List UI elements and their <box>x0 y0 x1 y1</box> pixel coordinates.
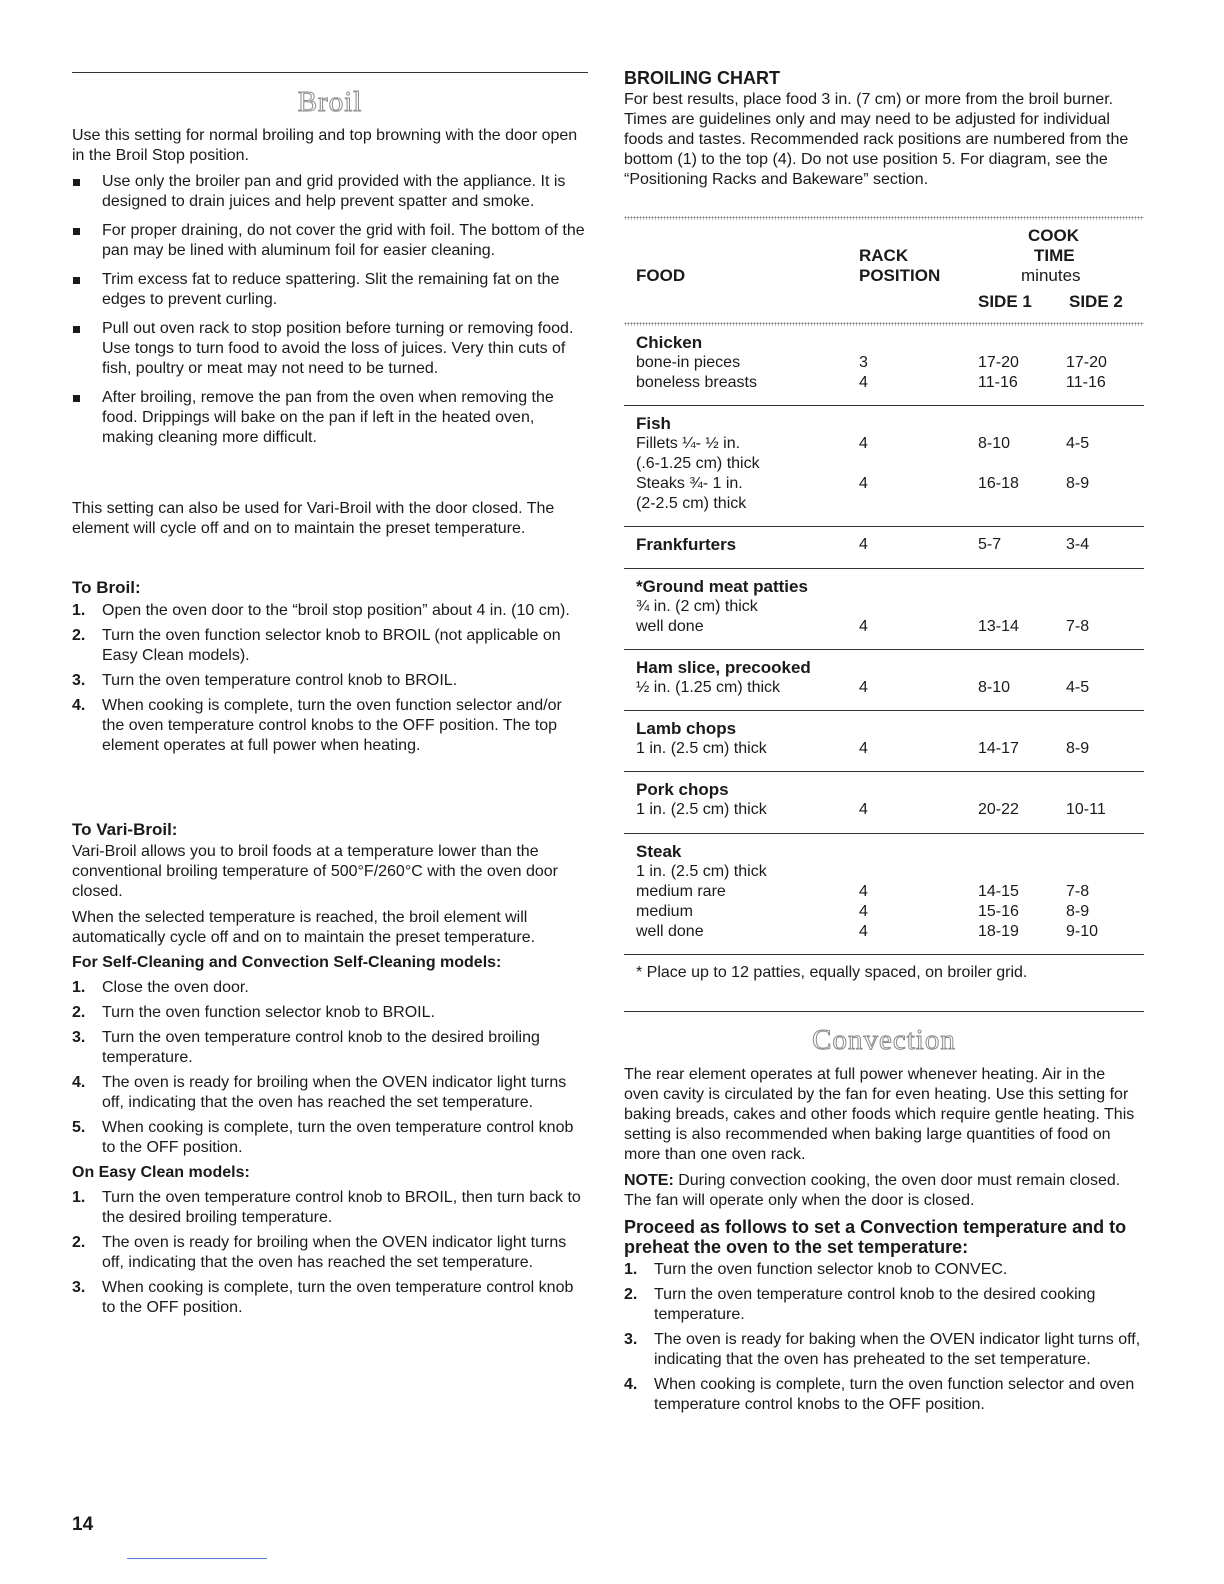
chart-bottom-rule <box>624 954 1144 955</box>
convection-proceed-heading: Proceed as follows to set a Convection temperature and to preheat the oven to the set temperature: <box>624 1217 1127 1257</box>
list-item: 1. Open the oven door to the “broil stop position” about 4 in. (10 cm). <box>72 602 570 619</box>
list-item: 1. Turn the oven temperature control knob to BROIL, then turn back to the desired broiling temperature. <box>72 1189 581 1226</box>
col-header-time: TIME <box>1034 246 1075 265</box>
list-item: 3. When cooking is complete, turn the oven temperature control knob to the OFF position. <box>72 1279 574 1316</box>
list-item: 4. When cooking is complete, turn the oven function selector and/or the oven temperature control knobs to the OFF position. The top element operates at full power when heating. <box>72 697 562 754</box>
table-row: boneless breasts 4 11-16 11-16 <box>636 374 1106 391</box>
chart-header-top-rule <box>624 216 1144 220</box>
to-vari-broil-section <box>72 820 588 1323</box>
list-item: 1. Close the oven door. <box>72 979 249 996</box>
chart-group-steak <box>636 842 1146 942</box>
broiling-chart-heading: BROILING CHART <box>624 68 780 88</box>
chart-group-fish <box>636 414 1146 514</box>
list-item: 2. Turn the oven function selector knob to BROIL. <box>72 1004 435 1021</box>
table-row: medium 4 15-16 8-9 <box>636 903 1090 920</box>
group-name: Ham slice, precooked <box>636 658 811 677</box>
convection-body <box>624 1065 1144 1420</box>
broiling-chart-intro-block <box>624 68 1144 190</box>
chart-footnote <box>624 963 1144 983</box>
list-item: 4. The oven is ready for broiling when the OVEN indicator light turns off, indicating that the oven has reached the set temperature. <box>72 1074 567 1111</box>
chart-group-frankfurters <box>636 535 1146 555</box>
chart-group-lamb <box>636 719 1146 759</box>
vari-broil-note-text: This setting can also be used for Vari-Broil with the door closed. The element will cycle off and on to maintain the preset temperature. <box>72 500 555 537</box>
broil-section-title: Broil <box>297 86 363 118</box>
col-header-rack: RACK <box>859 246 909 265</box>
row-divider <box>624 710 1144 711</box>
table-row: Fillets ¼- ½ in. 4 8-10 4-5 <box>636 435 1090 452</box>
table-row: well done 4 18-19 9-10 <box>636 923 1099 940</box>
easy-clean-heading: On Easy Clean models: <box>72 1164 250 1181</box>
chart-group-chicken <box>636 333 1146 393</box>
chart-group-ground-meat <box>636 577 1146 637</box>
row-divider <box>624 405 1144 406</box>
table-row: Frankfurters 4 5-7 3-4 <box>636 535 1090 554</box>
table-row: Steaks ¾- 1 in. 4 16-18 8-9 <box>636 475 1090 492</box>
table-row: 1 in. (2.5 cm) thick 4 20-22 10-11 <box>636 801 1106 818</box>
group-name: Fish <box>636 414 671 433</box>
list-item: 3. The oven is ready for baking when the OVEN indicator light turns off, indicating that the oven has preheated to the set temperature. <box>624 1331 1141 1368</box>
table-row: (2-2.5 cm) thick <box>636 495 747 512</box>
group-name: Chicken <box>636 333 703 352</box>
col-header-minutes: minutes <box>1021 266 1081 285</box>
table-row: bone-in pieces 3 17-20 17-20 <box>636 354 1107 371</box>
convection-note: NOTE: During convection cooking, the oven door must remain closed. The fan will operate only when the door is closed. <box>624 1172 1121 1209</box>
list-item: Use only the broiler pan and grid provided with the appliance. It is designed to drain juices and help prevent spatter and smoke. <box>72 172 588 212</box>
col-header-side1: SIDE 1 <box>978 292 1032 311</box>
list-item: 3. Turn the oven temperature control knob to the desired broiling temperature. <box>72 1029 540 1066</box>
list-item: Pull out oven rack to stop position before turning or removing food. Use tongs to turn food to avoid the loss of juices. Very thin cuts of fish, poultry or meat may not need to be turned. <box>72 319 588 379</box>
list-item: After broiling, remove the pan from the oven when removing the food. Drippings will bake on the pan if left in the heated oven, making cleaning more difficult. <box>72 388 588 448</box>
list-item: 1. Turn the oven function selector knob to CONVEC. <box>624 1261 1008 1278</box>
chart-group-ham <box>636 658 1146 698</box>
to-broil-heading: To Broil: <box>72 578 141 597</box>
chart-footnote-text: * Place up to 12 patties, equally spaced, on broiler grid. <box>636 964 1028 981</box>
table-row: ¾ in. (2 cm) thick <box>636 598 758 615</box>
col-header-side2: SIDE 2 <box>1069 292 1123 311</box>
table-row: 1 in. (2.5 cm) thick 4 14-17 8-9 <box>636 740 1090 757</box>
col-header-cook: COOK <box>1028 226 1079 245</box>
list-item: 2. Turn the oven function selector knob to BROIL (not applicable on Easy Clean models). <box>72 627 561 664</box>
group-name: Pork chops <box>636 780 729 799</box>
broil-intro <box>72 126 588 166</box>
group-name: Steak <box>636 842 682 861</box>
table-row: well done 4 13-14 7-8 <box>636 618 1090 635</box>
list-item: 2. The oven is ready for broiling when the OVEN indicator light turns off, indicating that the oven has reached the set temperature. <box>72 1234 567 1271</box>
list-item: For proper draining, do not cover the grid with foil. The bottom of the pan may be lined with aluminum foil for easier cleaning. <box>72 221 588 261</box>
list-item: 4. When cooking is complete, turn the oven function selector and oven temperature control knobs to the OFF position. <box>624 1376 1135 1413</box>
list-item: 2. Turn the oven temperature control knob to the desired cooking temperature. <box>624 1286 1096 1323</box>
col-header-position: POSITION <box>859 266 941 285</box>
list-item: 3. Turn the oven temperature control knob to BROIL. <box>72 672 458 689</box>
col-header-food: FOOD <box>636 266 686 285</box>
vari-broil-p1: Vari-Broil allows you to broil foods at a temperature lower than the conventional broiling temperature of 500°F/260°C with the oven door closed. <box>72 843 558 900</box>
broiling-chart-intro: For best results, place food 3 in. (7 cm) or more from the broil burner. Times are guidelines only and may need to be adjusted for individual foods and tastes. Recommended rack positions are numbered from the bottom (1) to the top (4). Do not use position 5. For diagram, see the “Positioning Racks and Bakeware” section. <box>624 91 1129 188</box>
list-item: Trim excess fat to reduce spattering. Slit the remaining fat on the edges to prevent curling. <box>72 270 588 310</box>
table-row: medium rare 4 14-15 7-8 <box>636 883 1090 900</box>
vari-broil-p2: When the selected temperature is reached, the broil element will automatically cycle off and on to maintain the preset temperature. <box>72 909 536 946</box>
row-divider <box>624 568 1144 569</box>
convection-intro: The rear element operates at full power whenever heating. Air in the oven cavity is circulated by the fan for even heating. Use this setting for baking breads, cakes and other foods which require gentle heating. This setting is also recommended when baking large quantities of food on more than one oven rack. <box>624 1066 1135 1163</box>
chart-group-pork <box>636 780 1146 820</box>
list-item: 5. When cooking is complete, turn the oven temperature control knob to the OFF position. <box>72 1119 574 1156</box>
page-number: 14 <box>72 1514 94 1535</box>
bottom-link-underline <box>127 1558 267 1559</box>
broil-bullet-list <box>72 172 588 457</box>
convection-section-title: Convection <box>812 1024 956 1056</box>
vari-broil-note <box>72 499 588 539</box>
self-clean-heading: For Self-Cleaning and Convection Self-Cleaning models: <box>72 954 502 971</box>
broil-intro-text: Use this setting for normal broiling and top browning with the door open in the Broil Stop position. <box>72 127 578 164</box>
to-vari-broil-heading: To Vari-Broil: <box>72 820 178 839</box>
table-row: 1 in. (2.5 cm) thick <box>636 863 767 880</box>
row-divider <box>624 526 1144 527</box>
chart-header-bottom-rule <box>624 322 1144 326</box>
broil-top-rule <box>72 72 588 73</box>
table-row: (.6-1.25 cm) thick <box>636 455 760 472</box>
group-name: Lamb chops <box>636 719 737 738</box>
row-divider <box>624 771 1144 772</box>
table-row: ½ in. (1.25 cm) thick 4 8-10 4-5 <box>636 679 1090 696</box>
to-broil-section <box>72 578 588 761</box>
convection-top-rule <box>624 1011 1144 1012</box>
row-divider <box>624 833 1144 834</box>
row-divider <box>624 649 1144 650</box>
group-name: *Ground meat patties <box>636 577 808 596</box>
